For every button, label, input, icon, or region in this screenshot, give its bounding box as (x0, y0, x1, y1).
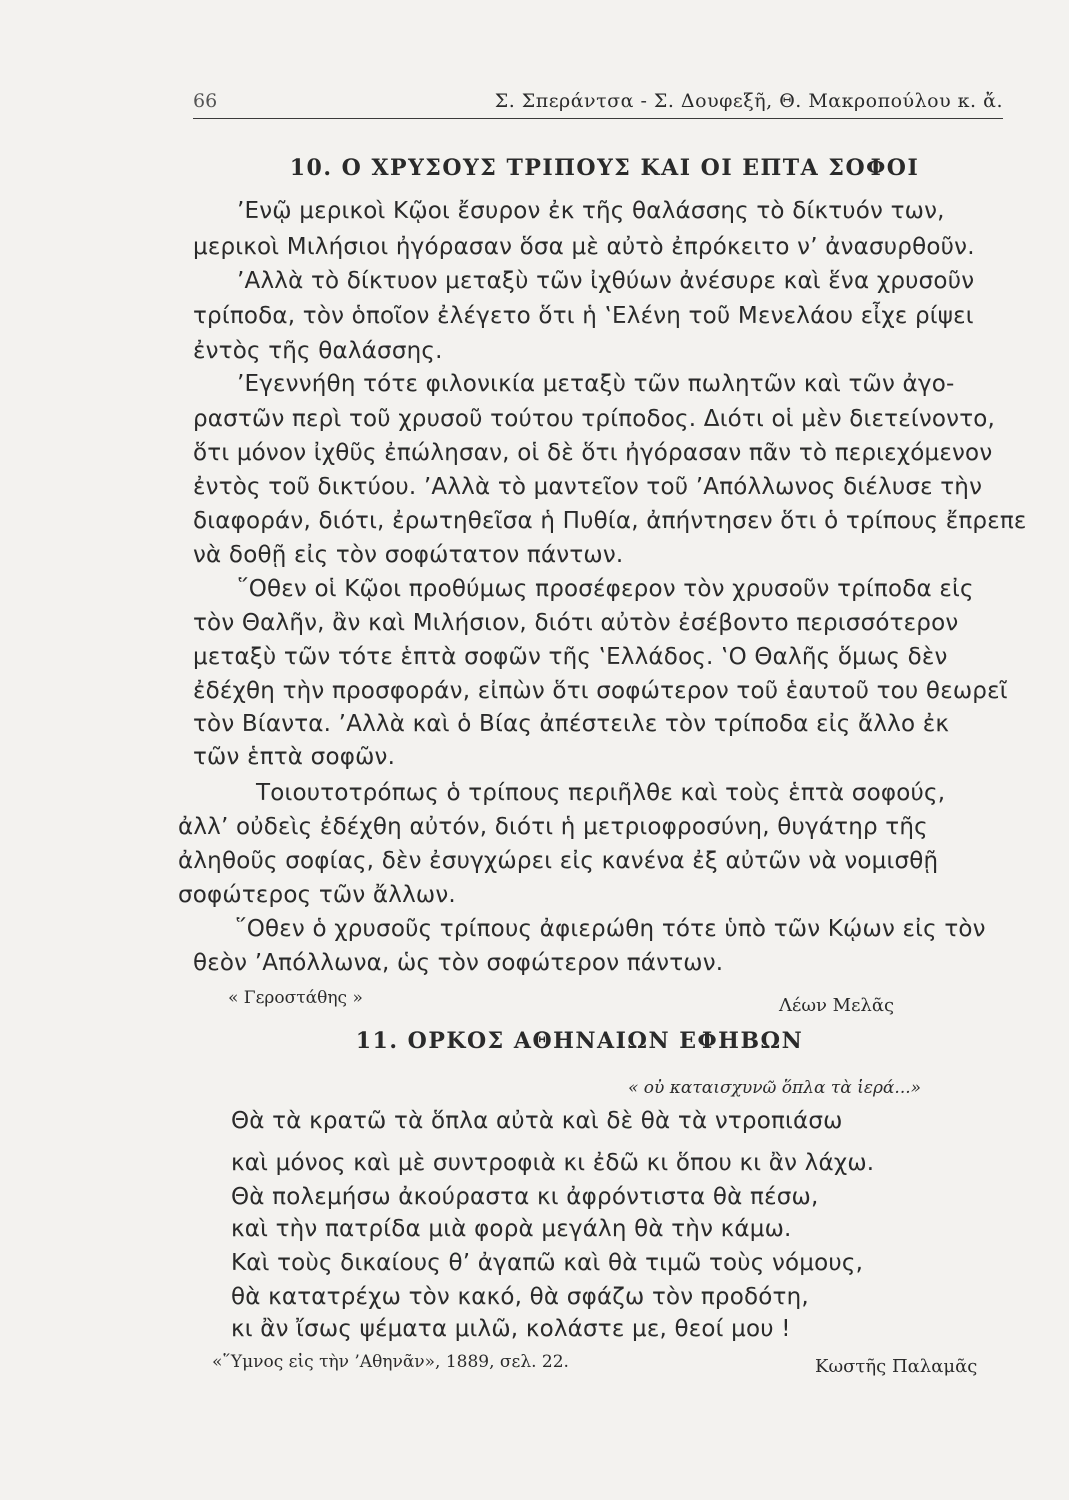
text-line: ῞Οθεν οἱ Κῷοι προθύμως προσέφερον τὸν χρυσοῦν τρίποδα εἰς (237, 576, 974, 602)
running-head: Σ. Σπεράντσα - Σ. Δουφεξῆ, Θ. Μακροπούλου κ. ἄ. (494, 90, 1003, 112)
text-line: ὅτι μόνον ἰχθῦς ἐπώλησαν, οἱ δὲ ὅτι ἠγόρασαν πᾶν τὸ περιεχόμενον (193, 440, 993, 466)
text-line: ἀλλ’ οὐδεὶς ἐδέχθη αὐτόν, διότι ἡ μετριοφροσύνη, θυγάτηρ τῆς (178, 814, 928, 840)
text-line: ἐντὸς τῆς θαλάσσης. (193, 338, 443, 364)
poem-line: Καὶ τοὺς δικαίους θ’ ἀγαπῶ καὶ θὰ τιμῶ τοὺς νόμους, (231, 1250, 864, 1276)
text-line: θεὸν ’Απόλλωνα, ὡς τὸν σοφώτερον πάντων. (193, 950, 724, 976)
section-10-author: Λέων Μελᾶς (779, 995, 895, 1016)
poem-line: κι ἂν ἴσως ψέματα μιλῶ, κολάστε με, θεοί μου ! (231, 1316, 791, 1342)
text-line: μεταξὺ τῶν τότε ἑπτὰ σοφῶν τῆς ‛Ελλάδος. ‛Ο Θαλῆς ὅμως δὲν (193, 644, 948, 670)
text-line: ἐδέχθη τὴν προσφοράν, εἰπὼν ὅτι σοφώτερον τοῦ ἑαυτοῦ του θεωρεῖ (193, 678, 1008, 704)
text-line: ῞Οθεν ὁ χρυσοῦς τρίπους ἀφιερώθη τότε ὑπὸ τῶν Κῴων εἰς τὸν (235, 916, 986, 942)
section-11-author: Κωστῆς Παλαμᾶς (815, 1356, 978, 1377)
text-line: ἀληθοῦς σοφίας, δὲν ἐσυγχώρει εἰς κανένα ἐξ αὐτῶν νὰ νομισθῇ (178, 848, 939, 874)
text-line: σοφώτερος τῶν ἄλλων. (178, 882, 456, 908)
text-line: ραστῶν περὶ τοῦ χρυσοῦ τούτου τρίποδος. Διότι οἱ μὲν διετείνοντο, (193, 406, 996, 432)
section-10-source: « Γεροστάθης » (228, 988, 363, 1008)
poem-line: Θὰ τὰ κρατῶ τὰ ὅπλα αὐτὰ καὶ δὲ θὰ τὰ ντροπιάσω (231, 1108, 843, 1134)
poem-line: Θὰ πολεμήσω ἀκούραστα κι ἀφρόντιστα θὰ πέσω, (231, 1184, 819, 1210)
section-10-title: 10. Ο ΧΡΥΣΟΥΣ ΤΡΙΠΟΥΣ ΚΑΙ ΟΙ ΕΠΤΑ ΣΟΦΟΙ (289, 155, 920, 181)
text-line: μερικοὶ Μιλήσιοι ἠγόρασαν ὅσα μὲ αὐτὸ ἐπρόκειτο ν’ ἀνασυρθοῦν. (193, 234, 975, 260)
text-line: τῶν ἑπτὰ σοφῶν. (193, 744, 396, 770)
text-line: τρίποδα, τὸν ὁποῖον ἐλέγετο ὅτι ἡ ‛Ελένη τοῦ Μενελάου εἶχε ρίψει (193, 303, 974, 329)
poem-line: καὶ τὴν πατρίδα μιὰ φορὰ μεγάλη θὰ τὴν κάμω. (231, 1216, 792, 1242)
page-header (193, 84, 1003, 119)
text-line: τὸν Θαλῆν, ἂν καὶ Μιλήσιον, διότι αὐτὸν ἐσέβοντο περισσότερον (193, 610, 959, 636)
text-line: Τοιουτοτρόπως ὁ τρίπους περιῆλθε καὶ τοὺς ἑπτὰ σοφούς, (256, 780, 946, 806)
text-line: ’Εγεννήθη τότε φιλονικία μεταξὺ τῶν πωλητῶν καὶ τῶν ἀγο- (237, 371, 955, 397)
section-11-title: 11. ΟΡΚΟΣ ΑΘΗΝΑΙΩΝ ΕΦΗΒΩΝ (355, 1028, 804, 1054)
poem-line: θὰ κατατρέχω τὸν κακό, θὰ σφάζω τὸν προδότη, (231, 1284, 809, 1310)
text-line: τὸν Βίαντα. ’Αλλὰ καὶ ὁ Βίας ἀπέστειλε τὸν τρίποδα εἰς ἄλλο ἐκ (193, 711, 950, 737)
text-line: ’Αλλὰ τὸ δίκτυον μεταξὺ τῶν ἰχθύων ἀνέσυρε καὶ ἕνα χρυσοῦν (237, 268, 975, 294)
text-line: ’Ενῷ μερικοὶ Κῷοι ἔσυρον ἐκ τῆς θαλάσσης τὸ δίκτυόν των, (237, 198, 945, 224)
page-number: 66 (193, 90, 218, 112)
section-11-motto: « οὐ καταισχυνῶ ὅπλα τὰ ἱερά...» (628, 1078, 922, 1098)
section-11-source: «῞Υμνος εἰς τὴν ’Αθηνᾶν», 1889, σελ. 22. (212, 1352, 569, 1372)
text-line: διαφοράν, διότι, ἐρωτηθεῖσα ἡ Πυθία, ἀπήντησεν ὅτι ὁ τρίπους ἔπρεπε (193, 508, 1027, 534)
text-line: νὰ δοθῇ εἰς τὸν σοφώτατον πάντων. (193, 542, 624, 568)
poem-line: καὶ μόνος καὶ μὲ συντροφιὰ κι ἐδῶ κι ὅπου κι ἂν λάχω. (231, 1150, 875, 1176)
text-line: ἐντὸς τοῦ δικτύου. ’Αλλὰ τὸ μαντεῖον τοῦ ’Απόλλωνος διέλυσε τὴν (193, 474, 983, 500)
